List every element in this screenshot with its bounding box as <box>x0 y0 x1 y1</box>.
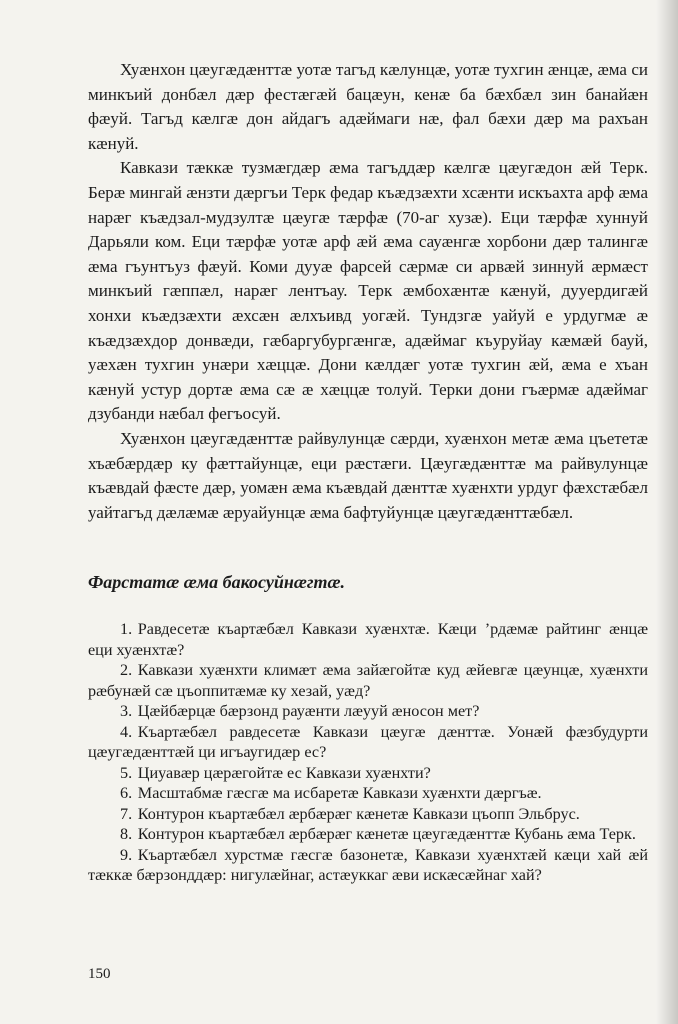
question-text: Равдесетæ къартæбæл Кавкази хуæнхтæ. Кæци ’рдæмæ райтинг æнцæ еци хуæнхтæ? <box>88 620 648 659</box>
question-list <box>88 619 648 886</box>
question-text: Къартæбæл хурстмæ гæсгæ базонетæ, Кавкази хуæнхтæй кæци хай æй тæккæ бæрзонддæр: нигулæйнаг, астæуккаг æви искæсæйнаг хай? <box>88 845 648 885</box>
page-number: 150 <box>88 966 111 982</box>
question-item <box>88 783 648 804</box>
question-text: Кавкази хуæнхти климæт æма зайæгойтæ куд æйевгæ цæунцæ, хуæнхти рæбунæй сæ цъоппитæмæ ку хезай, уæд? <box>88 661 648 700</box>
question-item <box>88 701 648 722</box>
question-item <box>88 845 648 886</box>
question-text: Цæйбæрцæ бæрзонд рауæнти лæууй æносон мет? <box>137 702 480 721</box>
question-number: 5. <box>120 763 133 782</box>
question-text: Контурон къартæбæл æрбæрæг кæнетæ цæугæдæнттæ Кубань æма Терк. <box>137 825 636 844</box>
page-body <box>88 58 648 886</box>
question-number: 1. <box>120 620 133 639</box>
question-item <box>88 763 648 784</box>
question-number: 3. <box>120 702 133 721</box>
question-item <box>88 722 648 763</box>
body-paragraph-3: Хуæнхон цæугæдæнттæ райвулунцæ сæрди, хуæнхон метæ æма цъететæ хъæбæрдæр ку фæттайунцæ, еци рæстæги. Цæугæдæнттæ ма райвулунцæ къæвдай фæсте дæр, уомæн æма къæвдай дæнттæ хуæнхти урдуг фæхстæбæл уайтагъд дæлæмæ æруайунцæ æма бафтуйунцæ цæугæдæнттæбæл. <box>88 428 648 522</box>
body-paragraph-2: Кавкази тæккæ тузмæгдæр æма тагъддæр кæлгæ цæугæдон æй Терк. Берæ мингай æнзти дæргъи Терк федар къæдзæхти хсæнти искъахта арф æма нарæг къæдзал-мудзултæ цæугæ тæрфæ (70-аг хузæ). Еци тæрфæ хуннуй Дарьяли ком. Еци тæрфæ уотæ арф æй æма сауæнгæ хорбони дæр талингæ æма гъунтъуз фæуй. Коми дууæ фарсей сæрмæ си арвæй зиннуй æрмæст минкъий гæппæл, нарæг лентъау. Терк æмбохæнтæ кæнуй, дууердигæй хонхи къæдзæхти æхсæн æлхъивд уогæй. Тундзгæ уайуй е урдугмæ æ къæдзæхдор донвæди, гæбаргубургæнгæ, адæймаг къуруйау кæмæй бауй, уæхæн тухгин унæри хæццæ. Дони кæлдæг уотæ тухгин æй, æма е хъан кæнуй устур дортæ æма сæ æ хæццæ толуй. Терки дони гъæрмæ адæймаг дзубанди нæбал фегъосуй. <box>88 158 648 424</box>
section-heading: Фарстатæ æма бакосуйнæгтæ. <box>88 572 346 593</box>
question-number: 7. <box>120 804 133 823</box>
body-paragraph-1: Хуæнхон цæугæдæнттæ уотæ тагъд кæлунцæ, уотæ тухгин æнцæ, æма си минкъий донбæл дæр фестæгæй бацæун, кенæ ба бæхбæл зин банайæн фæуй. Тагъд кæлгæ дон айдагъ адæймаги нæ, фал бæхи дæр ма рахъан кæнуй. <box>88 60 648 153</box>
question-text: Контурон къартæбæл æрбæрæг кæнетæ Кавкази цъопп Эльбрус. <box>137 804 580 823</box>
question-text: Масштабмæ гæсгæ ма исбаретæ Кавкази хуæнхти дæргъæ. <box>137 784 542 803</box>
question-item <box>88 804 648 825</box>
question-number: 6. <box>120 784 133 803</box>
page-edge-shadow <box>656 0 678 1024</box>
question-number: 9. <box>120 845 133 864</box>
question-text: Циуавæр цæрæгойтæ ес Кавкази хуæнхти? <box>137 763 431 782</box>
question-item <box>88 660 648 701</box>
question-number: 4. <box>120 722 133 741</box>
question-text: Къартæбæл равдесетæ Кавкази цæугæ дæнттæ. Уонæй фæзбудурти цæугæдæнттæй ци игъаугидæр ес? <box>88 722 648 762</box>
question-item <box>88 824 648 845</box>
question-number: 8. <box>120 825 133 844</box>
question-number: 2. <box>120 661 133 680</box>
question-item <box>88 619 648 660</box>
